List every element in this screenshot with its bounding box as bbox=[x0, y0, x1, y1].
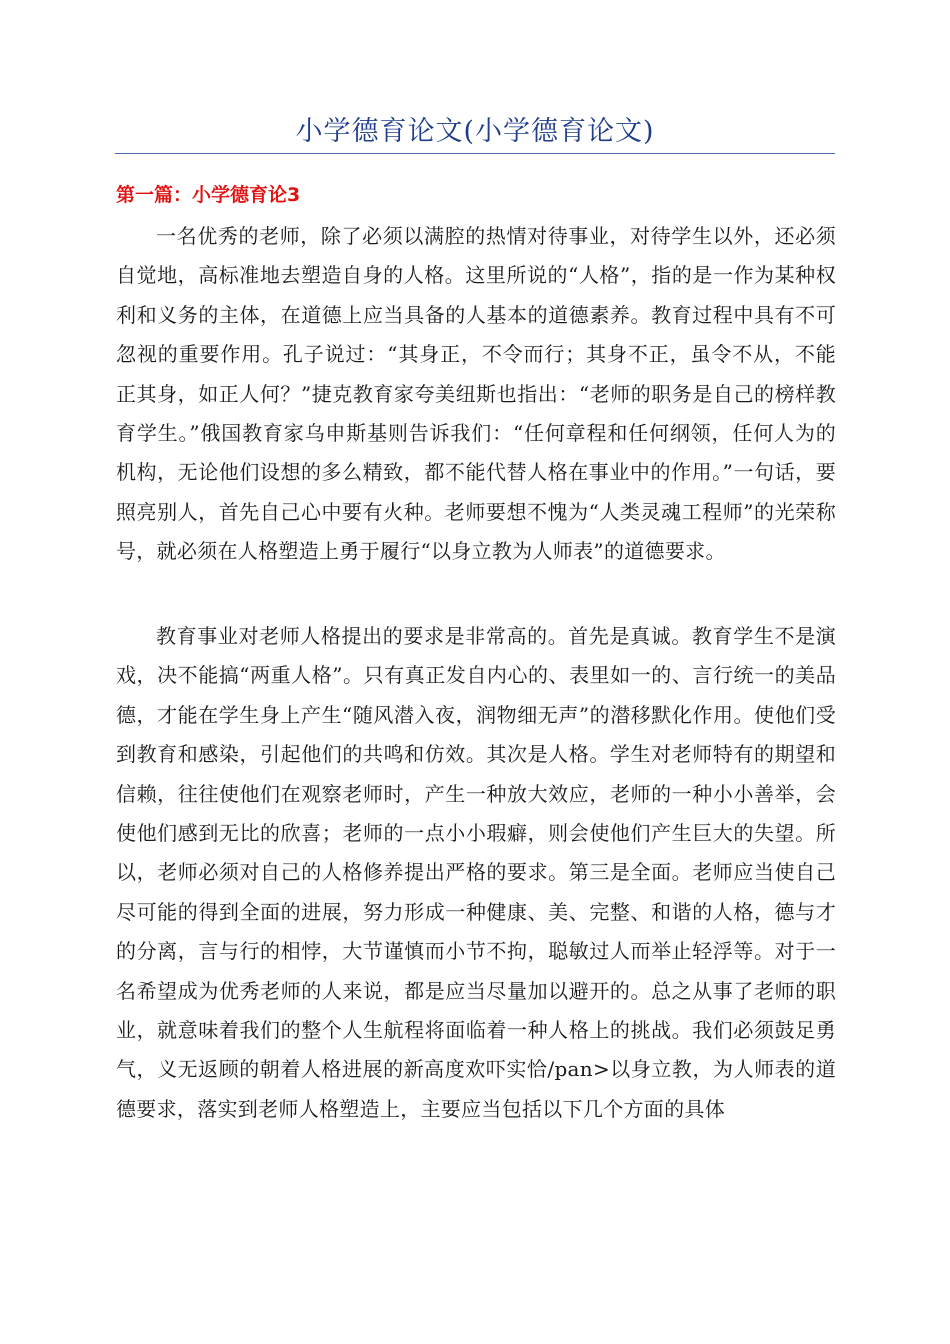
body-paragraph-1: 一名优秀的老师，除了必须以满腔的热情对待事业，对待学生以外，还必须自觉地，高标准地去塑造自身的人格。这里所说的“人格”，指的是一作为某种权利和义务的主体，在道德上应当具备的人基本的道德素养。教育过程中具有不可忽视的重要作用。孔子说过：“其身正，不令而行；其身不正，虽令不从，不能正其身，如正人何？”捷克教育家夸美纽斯也指出：“老师的职务是自己的榜样教育学生。”俄国教育家乌申斯基则告诉我们：“任何章程和任何纲领，任何人为的机构，无论他们设想的多么精致，都不能代替人格在事业中的作用。”一句话，要照亮别人，首先自己心中要有火种。老师要想不愧为“人类灵魂工程师”的光荣称号，就必须在人格塑造上勇于履行“以身立教为人师表”的道德要求。 bbox=[116, 224, 836, 564]
document-title: 小学德育论文(小学德育论文) bbox=[295, 116, 655, 147]
section-heading: 第一篇：小学德育论3 bbox=[116, 184, 301, 206]
body-paragraph-2: 教育事业对老师人格提出的要求是非常高的。首先是真诚。教育学生不是演戏，决不能搞“两重人格”。只有真正发自内心的、表里如一的、言行统一的美品德，才能在学生身上产生“随风潜入夜，润物细无声”的潜移默化作用。使他们受到教育和感染，引起他们的共鸣和仿效。其次是人格。学生对老师特有的期望和信赖，往往使他们在观察老师时，产生一种放大效应，老师的一种小小善举，会使他们感到无比的欣喜；老师的一点小小瑕癖，则会使他们产生巨大的失望。所以，老师必须对自己的人格修养提出严格的要求。第三是全面。老师应当使自己尽可能的得到全面的进展，努力形成一种健康、美、完整、和谐的人格，德与才的分离，言与行的相悖，大节谨慎而小节不拘，聪敏过人而举止轻浮等。对于一名希望成为优秀老师的人来说，都是应当尽量加以避开的。总之从事了老师的职业，就意味着我们的整个人生航程将面临着一种人格上的挑战。我们必须鼓足勇气，义无返顾的朝着人格进展的新高度欢吓实恰/pan>以身立教，为人师表的道德要求，落实到老师人格塑造上，主要应当包括以下几个方面的具体 bbox=[116, 624, 836, 1121]
title-divider bbox=[115, 153, 835, 154]
